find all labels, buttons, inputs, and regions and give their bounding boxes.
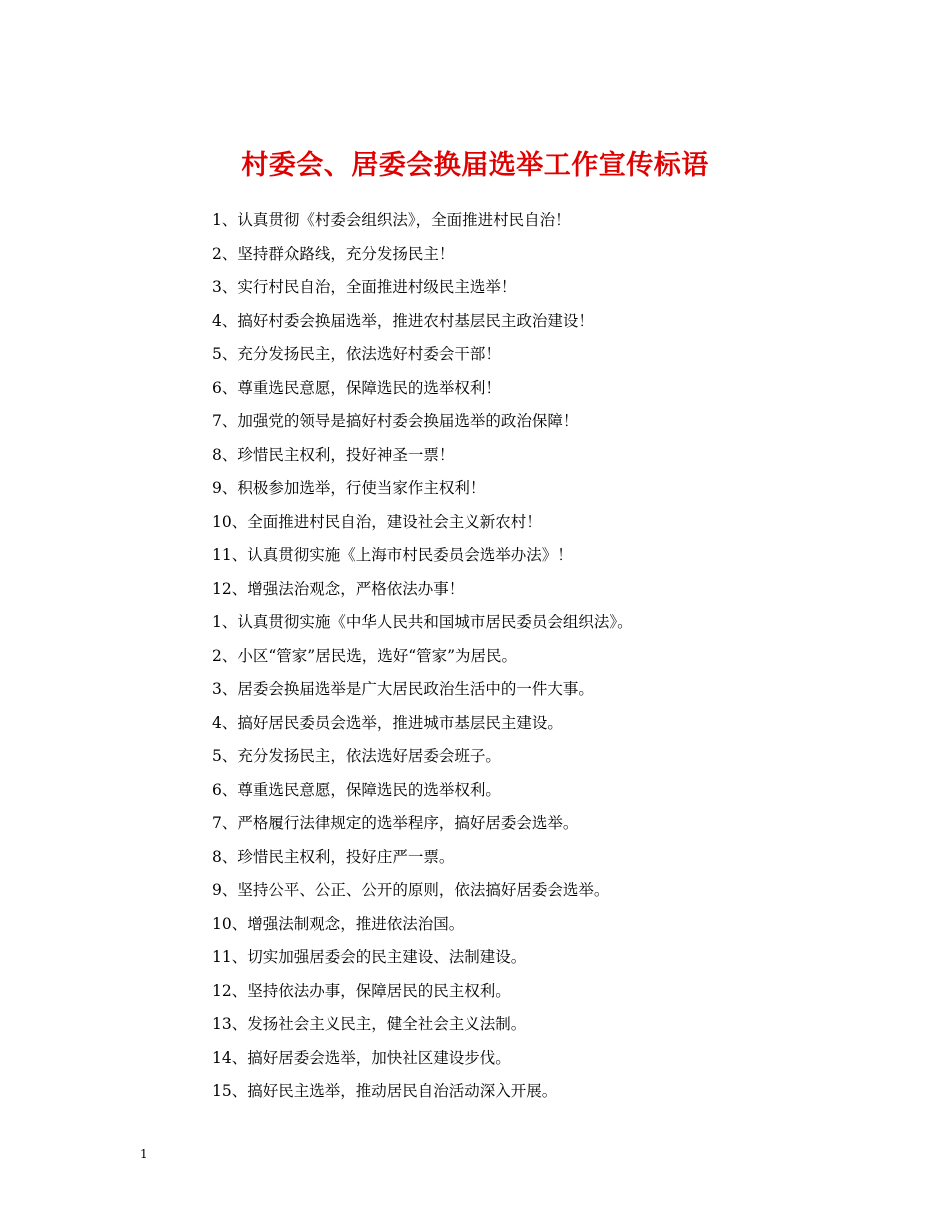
slogan-item: 11、切实加强居委会的民主建设、法制建设。 [212, 948, 527, 966]
page-number: 1 [140, 1147, 148, 1161]
slogan-item: 11、认真贯彻实施《上海市村民委员会选举办法》！ [212, 546, 573, 564]
slogan-item: 3、居委会换届选举是广大居民政治生活中的一件大事。 [212, 680, 594, 698]
slogan-item: 2、小区“管家”居民选，选好“管家”为居民。 [212, 646, 518, 665]
slogan-item: 12、增强法治观念，严格依法办事！ [212, 579, 465, 598]
slogan-item: 1、认真贯彻实施《中华人民共和国城市居民委员会组织法》。 [212, 613, 633, 631]
slogan-item: 6、尊重选民意愿，保障选民的选举权利！ [212, 378, 501, 397]
slogan-item: 7、严格履行法律规定的选举程序，搞好居委会选举。 [212, 814, 579, 832]
slogan-item: 2、坚持群众路线，充分发扬民主！ [212, 244, 455, 263]
slogan-item: 5、充分发扬民主，依法选好村委会干部！ [212, 345, 501, 363]
slogan-item: 10、增强法制观念，推进依法治国。 [212, 914, 465, 933]
slogan-item: 8、珍惜民主权利，投好神圣一票！ [212, 445, 455, 464]
slogan-item: 6、尊重选民意愿，保障选民的选举权利。 [212, 780, 501, 799]
slogan-item: 13、发扬社会主义民主，健全社会主义法制。 [212, 1015, 527, 1033]
slogan-item: 1、认真贯彻《村委会组织法》，全面推进村民自治！ [212, 211, 571, 229]
slogan-item: 15、搞好民主选举，推动居民自治活动深入开展。 [212, 1082, 558, 1100]
slogan-item: 3、实行村民自治，全面推进村级民主选举！ [212, 278, 517, 296]
slogan-item: 14、搞好居委会选举，加快社区建设步伐。 [212, 1048, 511, 1067]
slogan-item: 9、坚持公平、公正、公开的原则，依法搞好居委会选举。 [212, 881, 610, 899]
slogan-item: 9、积极参加选举，行使当家作主权利！ [212, 479, 486, 497]
slogan-item: 4、搞好村委会换届选举，推进农村基层民主政治建设！ [212, 311, 594, 330]
slogan-item: 7、加强党的领导是搞好村委会换届选举的政治保障！ [212, 412, 579, 430]
document-title: 村委会、居委会换届选举工作宣传标语 [241, 150, 709, 182]
slogan-item: 10、全面推进村民自治，建设社会主义新农村！ [212, 512, 542, 531]
slogan-item: 5、充分发扬民主，依法选好居委会班子。 [212, 747, 501, 765]
slogan-item: 8、珍惜民主权利，投好庄严一票。 [212, 847, 455, 866]
slogan-list [212, 204, 812, 1109]
slogan-item: 12、坚持依法办事，保障居民的民主权利。 [212, 981, 511, 1000]
slogan-item: 4、搞好居民委员会选举，推进城市基层民主建设。 [212, 713, 563, 732]
